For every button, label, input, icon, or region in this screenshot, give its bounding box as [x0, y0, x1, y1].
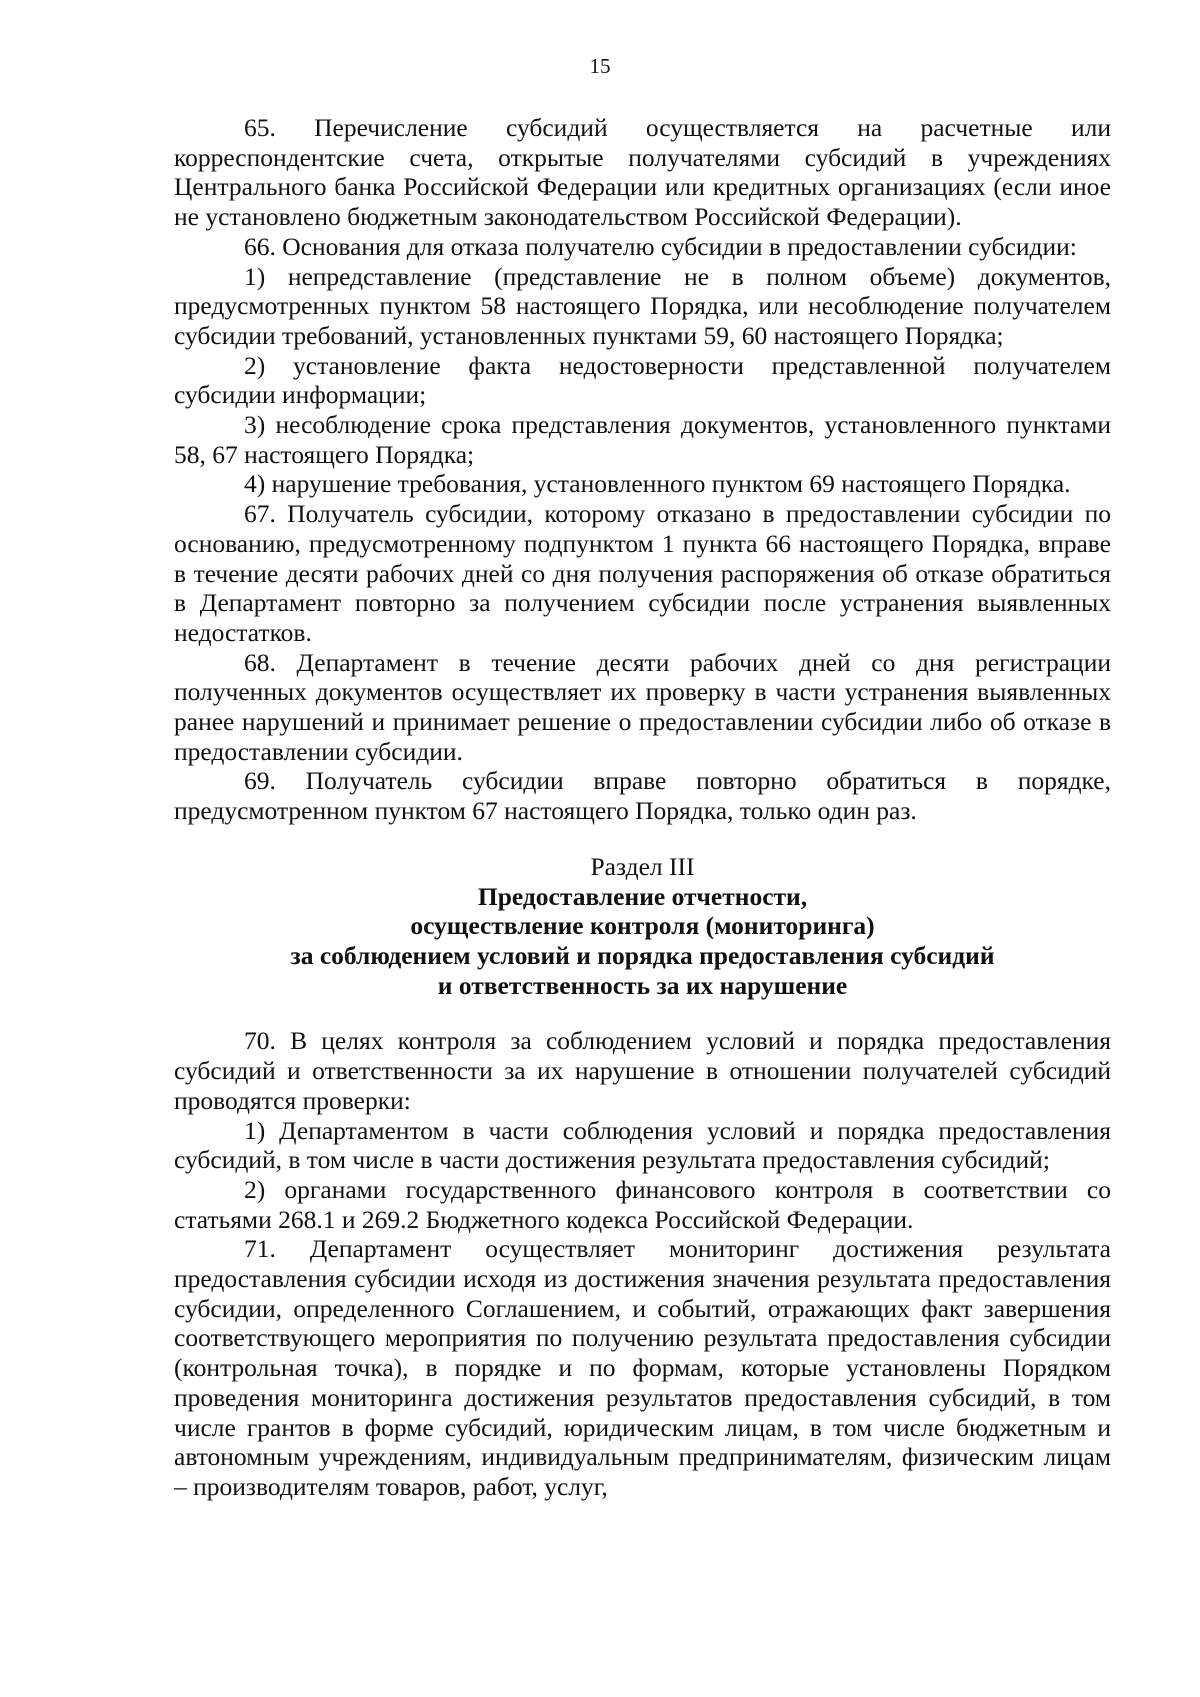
paragraph-68: 68. Департамент в течение десяти рабочих дней со дня регистрации полученных документов осуществляет их проверку в части устранения выявленных ранее нарушений и принимает решение о предоставлении субсидии либо об отказе в предоставлении субсидии. — [174, 647, 1111, 766]
paragraph-66-item-1: 1) непредставление (представление не в полном объеме) документов, предусмотренных пунктом 58 настоящего Порядка, или несоблюдение получателем субсидии требований, установленных пунктами 59, 60 настоящего Порядка; — [174, 261, 1111, 350]
section-title-line-3: за соблюдением условий и порядка предоставления субсидий — [290, 940, 995, 970]
paragraph-70-item-2: 2) органами государственного финансового контроля в соответствии со статьями 268.1 и 269.2 Бюджетного кодекса Российской Федерации. — [174, 1174, 1111, 1234]
section-title-line-1: Предоставление отчетности, — [477, 881, 808, 911]
paragraph-69: 69. Получатель субсидии вправе повторно обратиться в порядке, предусмотренном пунктом 67 настоящего Порядка, только один раз. — [174, 766, 1111, 826]
section-heading — [174, 852, 1111, 1001]
paragraph-66-item-4: 4) нарушение требования, установленного пунктом 69 настоящего Порядка. — [244, 469, 1071, 499]
paragraph-67: 67. Получатель субсидии, которому отказано в предоставлении субсидии по основанию, предусмотренному подпунктом 1 пункта 66 настоящего Порядка, вправе в течение десяти рабочих дней со дня получения распоряжения об отказе обратиться в Департамент повторно за получением субсидии после устранения выявленных недостатков. — [174, 499, 1111, 647]
section-title-line-4: и ответственность за их нарушение — [437, 970, 848, 1000]
paragraph-70-item-1: 1) Департаментом в части соблюдения условий и порядка предоставления субсидий, в том числе в части достижения результата предоставления субсидий; — [174, 1115, 1111, 1175]
paragraph-66: 66. Основания для отказа получателю субсидии в предоставлении субсидии: — [244, 231, 1077, 261]
paragraph-65: 65. Перечисление субсидий осуществляется на расчетные или корреспондентские счета, открытые получателями субсидий в учреждениях Центрального банка Российской Федерации или кредитных организациях (если иное не установлено бюджетным законодательством Российской Федерации). — [174, 113, 1111, 232]
page-number: 15 — [589, 54, 611, 78]
paragraph-66-item-2: 2) установление факта недостоверности представленной получателем субсидии информации; — [174, 350, 1111, 410]
paragraph-71: 71. Департамент осуществляет мониторинг достижения результата предоставления субсидии исходя из достижения значения результата предоставления субсидии, определенного Соглашением, и событий, отражающих факт завершения соответствующего мероприятия по получению результата предоставления субсидии (контрольная точка), в порядке и по формам, которые установлены Порядком проведения мониторинга достижения результатов предоставления субсидий, в том числе грантов в форме субсидий, юридическим лицам, в том числе бюджетным и автономным учреждениям, индивидуальным предпринимателям, физическим лицам – производителям товаров, работ, услуг, — [174, 1234, 1111, 1501]
document-body — [174, 113, 1111, 1502]
section-title-line-2: осуществление контроля (мониторинга) — [410, 911, 875, 941]
paragraph-66-item-3: 3) несоблюдение срока представления документов, установленного пунктами 58, 67 настоящего Порядка; — [174, 410, 1111, 469]
section-label: Раздел III — [590, 851, 695, 881]
paragraph-70: 70. В целях контроля за соблюдением условий и порядка предоставления субсидий и ответственности за их нарушение в отношении получателей субсидий проводятся проверки: — [174, 1026, 1111, 1115]
